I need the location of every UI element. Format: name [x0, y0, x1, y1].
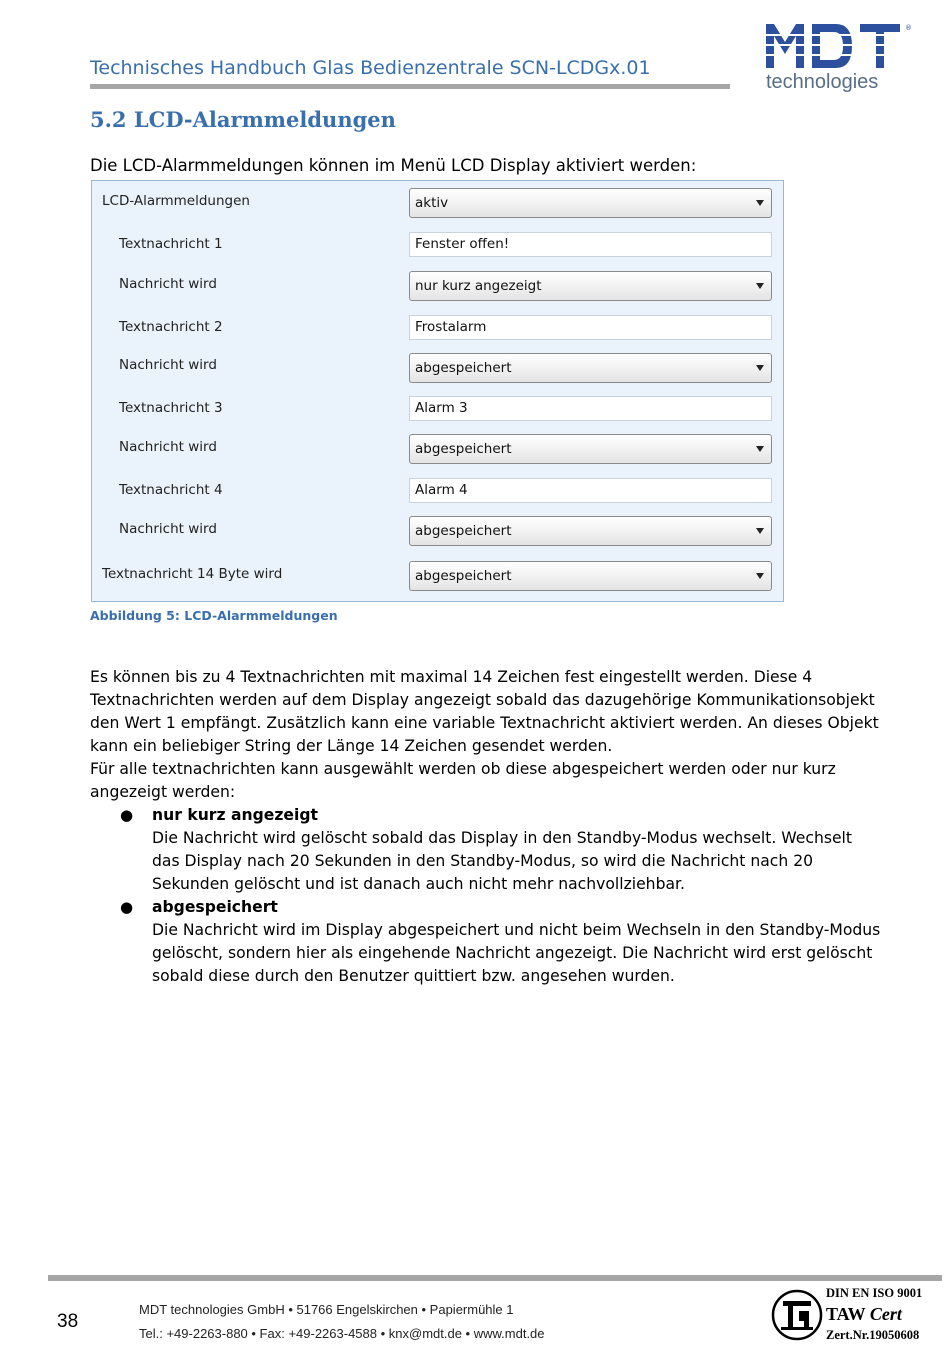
svg-text:®: ® — [905, 24, 912, 32]
cert-taw-text: TAW — [826, 1304, 870, 1324]
dropdown-arrow-icon — [756, 283, 764, 289]
param-label-nachricht-wird-2: Nachricht wird — [119, 357, 217, 373]
dropdown-arrow-icon — [756, 528, 764, 534]
select-nachricht-wird-2[interactable] — [409, 353, 772, 383]
select-nachricht-wird-3[interactable] — [409, 434, 772, 464]
param-label-nachricht-wird-1: Nachricht wird — [119, 276, 217, 292]
bullet-item — [152, 896, 880, 988]
body-paragraph — [90, 666, 879, 804]
select-nachricht-wird-4[interactable] — [409, 516, 772, 546]
dropdown-arrow-icon — [756, 365, 764, 371]
taw-cert-logo-icon — [771, 1289, 823, 1341]
cert-cert-text: Cert — [869, 1304, 902, 1324]
select-lcd-alarmmeldungen[interactable] — [409, 188, 772, 218]
param-label-textnachricht-1: Textnachricht 1 — [119, 236, 223, 252]
dropdown-arrow-icon — [756, 573, 764, 579]
bullet-icon: ● — [120, 898, 134, 916]
document-title: Technisches Handbuch Glas Bedienzentrale SCN-LCDGx.01 — [90, 57, 651, 79]
intro-text: Die LCD-Alarmmeldungen können im Menü LCD Display aktiviert werden: — [90, 156, 697, 175]
select-value: abgespeichert — [415, 568, 512, 584]
parameter-panel — [91, 180, 784, 602]
bullet-line: das Display nach 20 Sekunden in den Standby-Modus, so wird die Nachricht nach 20 — [152, 852, 814, 870]
select-textnachricht-14-byte[interactable] — [409, 561, 772, 591]
bullet-item — [152, 804, 852, 896]
paragraph-line: angezeigt werden: — [90, 783, 236, 801]
cert-number: Zert.Nr.19050608 — [826, 1328, 920, 1342]
header-rule — [90, 84, 730, 89]
param-label-nachricht-wird-3: Nachricht wird — [119, 439, 217, 455]
bullet-line: sobald diese durch den Benutzer quittiert bzw. angesehen wurden. — [152, 967, 675, 985]
bullet-line: gelöscht, sondern hier als eingehende Nachricht angezeigt. Die Nachricht wird erst gelöscht — [152, 944, 873, 962]
select-value: nur kurz angezeigt — [415, 278, 542, 294]
bullet-line: Die Nachricht wird im Display abgespeichert und nicht beim Wechseln in den Standby-Modus — [152, 921, 881, 939]
logo-wordmark: technologies — [766, 71, 879, 93]
page-number: 38 — [57, 1311, 79, 1332]
input-textnachricht-2[interactable]: Frostalarm — [409, 315, 772, 340]
param-label-nachricht-wird-4: Nachricht wird — [119, 521, 217, 537]
footer-address: MDT technologies GmbH • 51766 Engelskirchen • Papiermühle 1 — [139, 1302, 514, 1317]
param-label-textnachricht-3: Textnachricht 3 — [119, 400, 223, 416]
bullet-title: nur kurz angezeigt — [152, 806, 318, 824]
bullet-title: abgespeichert — [152, 898, 278, 916]
param-label-textnachricht-2: Textnachricht 2 — [119, 319, 223, 335]
select-value: abgespeichert — [415, 523, 512, 539]
section-heading: 5.2 LCD-Alarmmeldungen — [90, 107, 396, 132]
select-value: aktiv — [415, 195, 449, 211]
param-label-textnachricht-14-byte: Textnachricht 14 Byte wird — [102, 566, 283, 582]
footer-rule — [48, 1275, 942, 1281]
bullet-icon: ● — [120, 806, 134, 824]
paragraph-line: Es können bis zu 4 Textnachrichten mit maximal 14 Zeichen fest eingestellt werden. Diese 4 — [90, 668, 813, 686]
input-textnachricht-4[interactable]: Alarm 4 — [409, 478, 772, 503]
paragraph-line: Für alle textnachrichten kann ausgewählt werden ob diese abgespeichert werden oder nur kurz — [90, 760, 836, 778]
dropdown-arrow-icon — [756, 200, 764, 206]
bullet-line: Sekunden gelöscht und ist danach auch nicht mehr nachvollziehbar. — [152, 875, 685, 893]
param-label-lcd-alarmmeldungen: LCD-Alarmmeldungen — [102, 193, 250, 209]
bullet-line: Die Nachricht wird gelöscht sobald das Display in den Standby-Modus wechselt. Wechselt — [152, 829, 853, 847]
select-value: abgespeichert — [415, 441, 512, 457]
input-textnachricht-1[interactable]: Fenster offen! — [409, 232, 772, 257]
param-label-textnachricht-4: Textnachricht 4 — [119, 482, 223, 498]
input-textnachricht-3[interactable]: Alarm 3 — [409, 396, 772, 421]
paragraph-line: kann ein beliebiger String der Länge 14 Zeichen gesendet werden. — [90, 737, 613, 755]
cert-taw — [826, 1304, 902, 1325]
footer-contact: Tel.: +49-2263-880 • Fax: +49-2263-4588 • knx@mdt.de • www.mdt.de — [139, 1326, 545, 1341]
paragraph-line: Textnachrichten werden auf dem Display angezeigt sobald das dazugehörige Kommunikationsobjekt — [90, 691, 875, 709]
select-value: abgespeichert — [415, 360, 512, 376]
paragraph-line: den Wert 1 empfängt. Zusätzlich kann eine variable Textnachricht aktiviert werden. An dieses Objekt — [90, 714, 879, 732]
cert-iso: DIN EN ISO 9001 — [826, 1286, 923, 1300]
dropdown-arrow-icon — [756, 446, 764, 452]
select-nachricht-wird-1[interactable] — [409, 271, 772, 301]
figure-caption: Abbildung 5: LCD-Alarmmeldungen — [90, 608, 338, 623]
